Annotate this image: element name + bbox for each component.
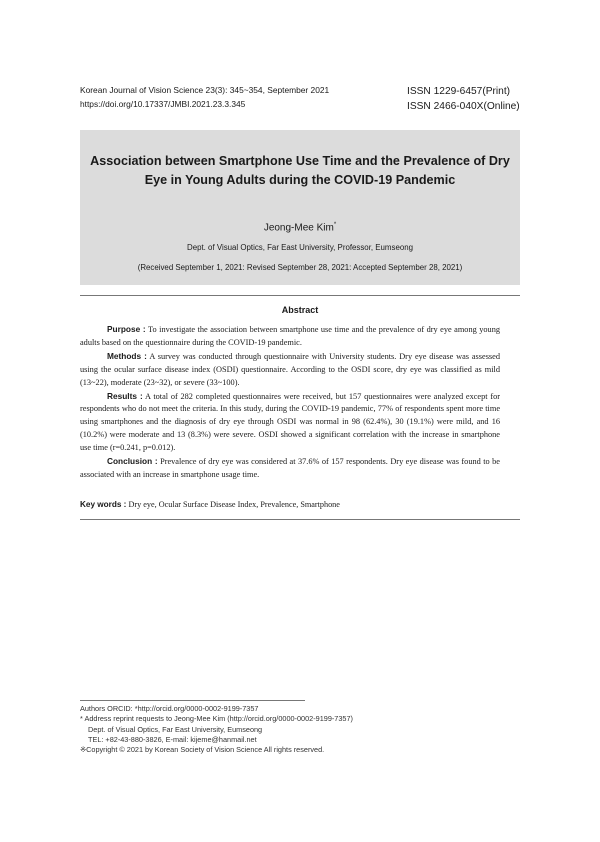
abstract-body: [80, 323, 500, 482]
conclusion-paragraph: [80, 455, 500, 482]
footnotes: [80, 704, 520, 755]
abstract-heading: Abstract: [281, 305, 319, 315]
conclusion-label: Conclusion :: [107, 456, 158, 467]
orcid-note: Authors ORCID: *http://orcid.org/0000-0002-9199-7357: [80, 704, 259, 713]
author-text: Jeong-Mee Kim: [263, 222, 334, 234]
keywords-label: Key words :: [80, 500, 127, 509]
footnote-rule: [80, 700, 305, 701]
methods-paragraph: [80, 350, 500, 390]
author-mark: *: [333, 222, 337, 228]
received-dates: (Received September 1, 2021: Revised September 28, 2021: Accepted September 28, 2021): [137, 263, 463, 272]
abstract-top-rule: [80, 295, 520, 296]
author-name: [80, 222, 520, 233]
purpose-paragraph: [80, 323, 500, 350]
purpose-text: To investigate the association between smartphone use time and the prevalence of dry eye among young adults based on the questionnaire during the COVID-19 pandemic.: [80, 325, 500, 347]
results-label: Results :: [107, 390, 143, 401]
conclusion-text: Prevalence of dry eye was considered at 37.6% of 157 respondents. Dry eye disease was found to be associated with an increase in smartphone usage time.: [80, 457, 500, 479]
keywords-value: Dry eye, Ocular Surface Disease Index, Prevalence, Smartphone: [126, 500, 340, 509]
reprint-note: * Address reprint requests to Jeong-Mee Kim (http://orcid.org/0000-0002-9199-7357): [80, 714, 353, 724]
doi-link[interactable]: https://doi.org/10.17337/JMBI.2021.23.3.345: [80, 99, 246, 109]
journal-citation: Korean Journal of Vision Science 23(3): 345~354, September 2021: [80, 85, 330, 95]
purpose-label: Purpose :: [107, 324, 146, 334]
copyright-note: ※Copyright © 2021 by Korean Society of Vision Science All rights reserved.: [80, 745, 325, 755]
paper-title: Association between Smartphone Use Time and the Prevalence of Dry Eye in Young Adults during the COVID-19 Pandemic: [90, 154, 510, 187]
contact-note: TEL: +82-43-880-3826, E-mail: kijeme@hanmail.net: [88, 734, 257, 744]
issn-print: ISSN 1229-6457(Print): [407, 86, 511, 97]
results-paragraph: [80, 390, 500, 456]
dept-note: Dept. of Visual Optics, Far East University, Eumseong: [88, 724, 263, 734]
keywords: [80, 500, 340, 509]
abstract-bottom-rule: [80, 519, 520, 520]
journal-header: [80, 83, 329, 111]
methods-text: A survey was conducted through questionnaire with University students. Dry eye disease was assessed using the ocular surface disease index (OSDI) questionnaire. According to the OSDI score, dry eye was classified as mild (13~22), moderate (23~32), or severe (33~100).: [80, 351, 500, 387]
affiliation: Dept. of Visual Optics, Far East University, Professor, Eumseong: [187, 243, 413, 252]
results-text: A total of 282 completed questionnaires were received, but 157 questionnaires were analyzed except for respondents who do not meet the criteria. In this study, during the COVID-19 pandemic, 77% of respondents spent more time using smartphones and the diagnosis of dry eye through OSDI was normal in 98 (62.4%), 30 (19.1%) were mild, and 16 (10.2%) were moderate and 13 (8.3%) were severe. OSDI showed a significant correlation with the increase in smartphone use time (r=0.241, p=0.012).: [80, 391, 500, 453]
issn-online: ISSN 2466-040X(Online): [407, 101, 520, 112]
title-box: [80, 130, 520, 285]
methods-label: Methods :: [107, 350, 147, 361]
issn-block: [407, 84, 520, 114]
